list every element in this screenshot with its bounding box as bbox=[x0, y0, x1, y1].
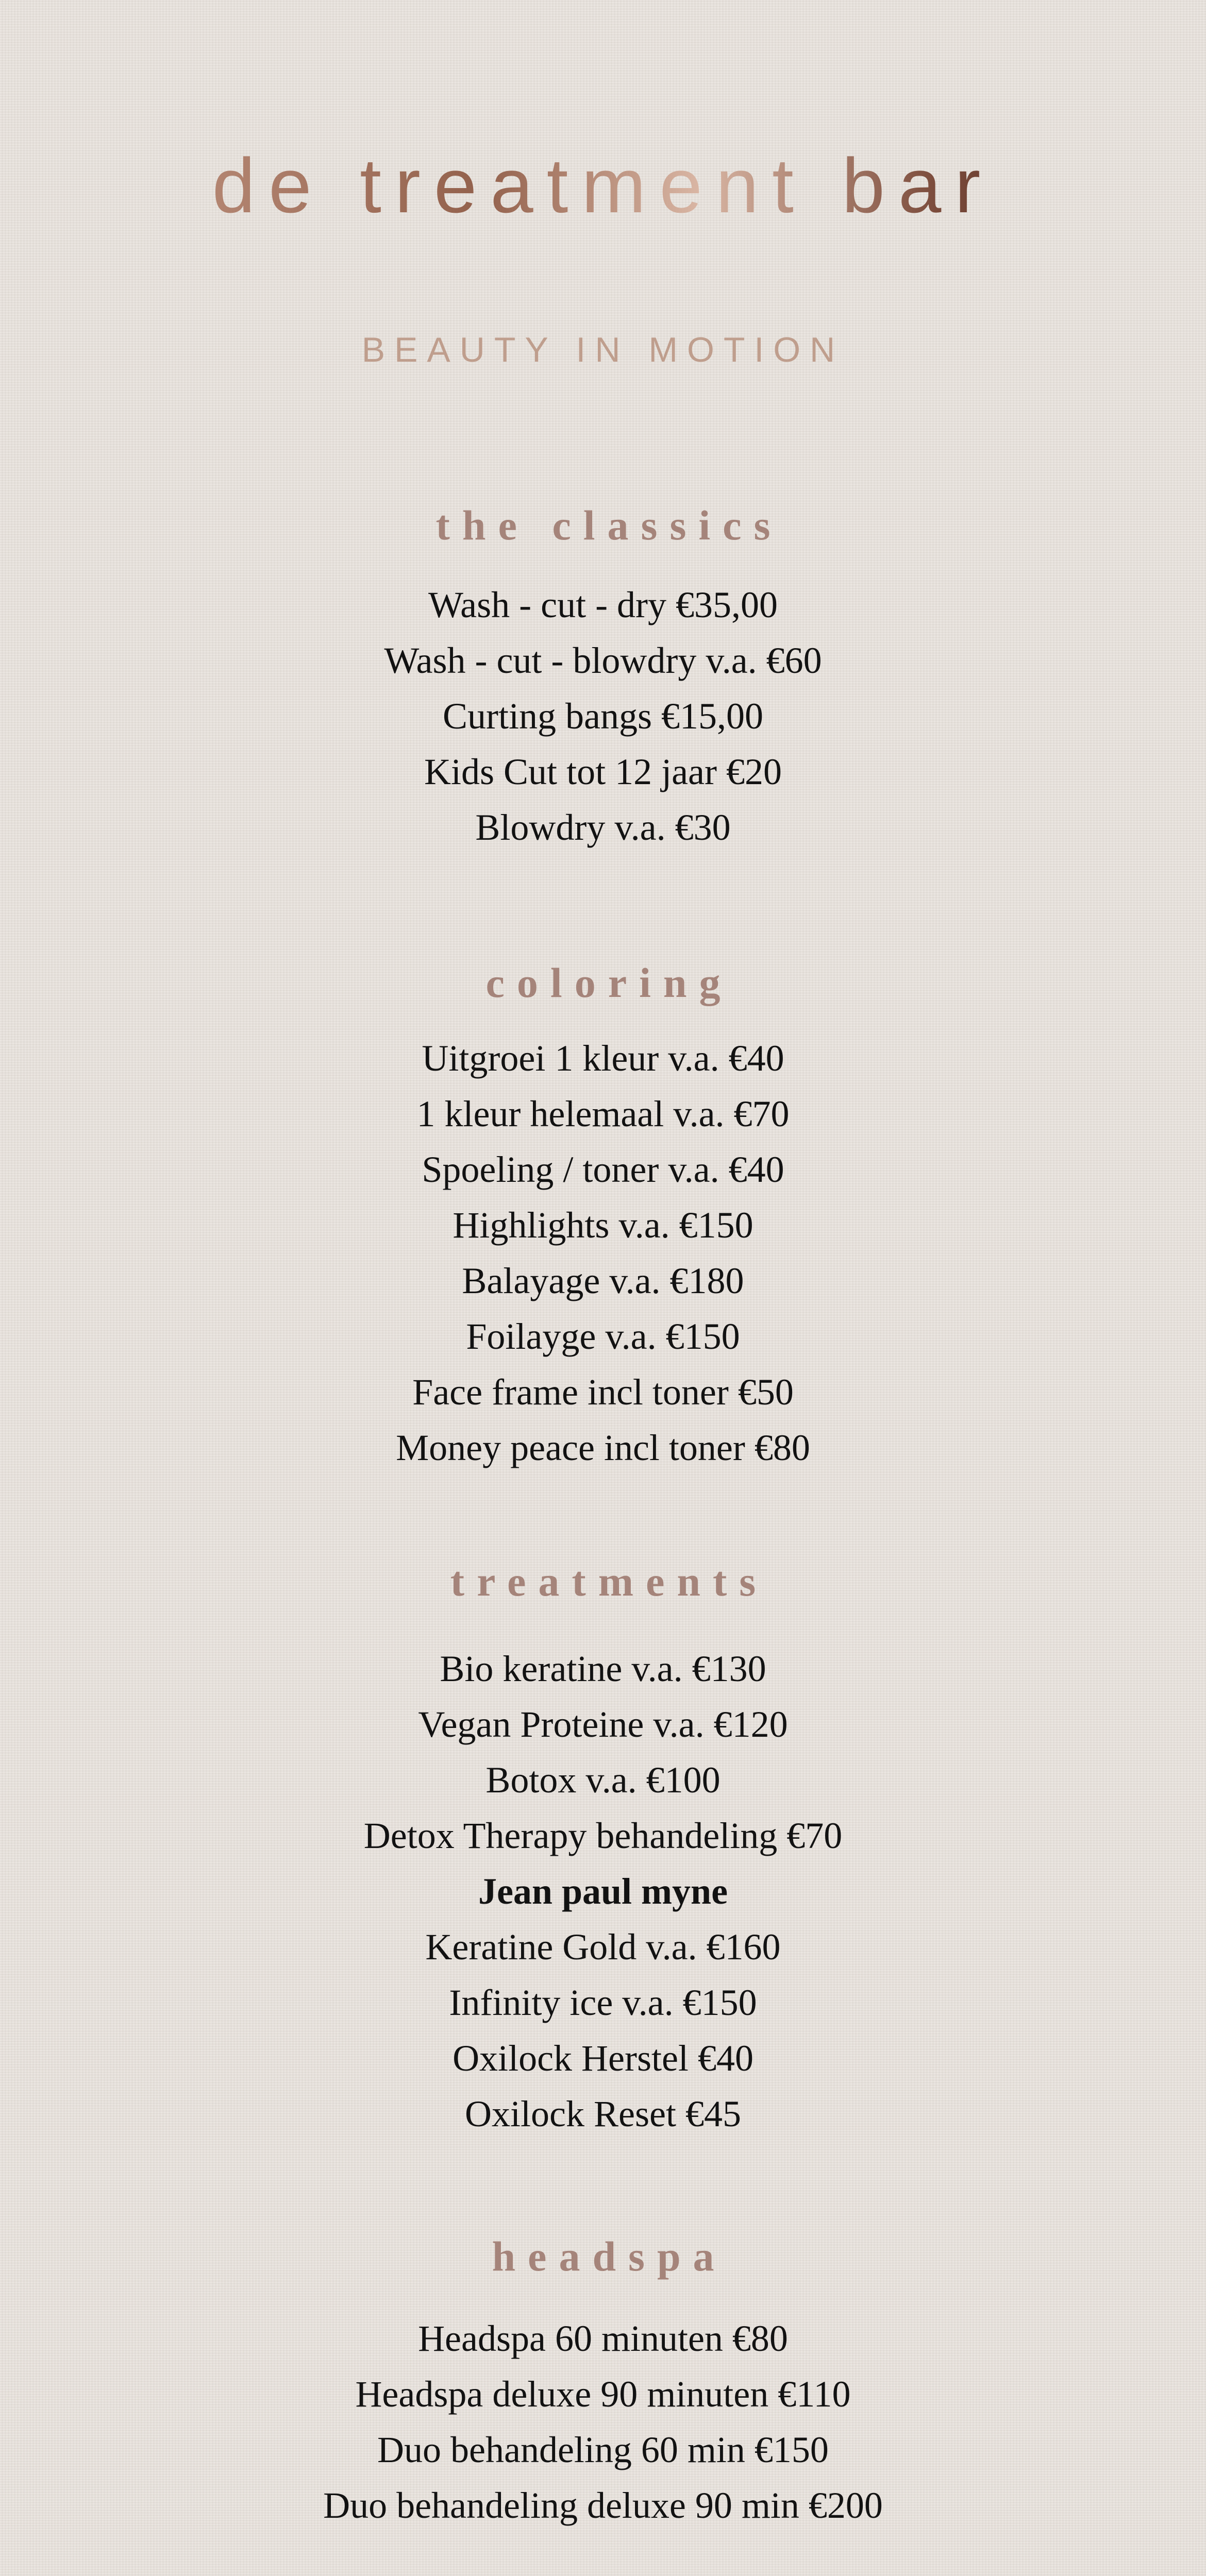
price-item: Headspa deluxe 90 minuten €110 bbox=[355, 2374, 851, 2415]
price-item: Kids Cut tot 12 jaar €20 bbox=[424, 751, 782, 792]
brand-logo: de treatment bar bbox=[0, 129, 1206, 242]
price-item: Wash - cut - blowdry v.a. €60 bbox=[384, 640, 822, 681]
price-item: Wash - cut - dry €35,00 bbox=[428, 584, 778, 625]
price-item: 1 kleur helemaal v.a. €70 bbox=[416, 1093, 790, 1134]
price-item: Spoeling / toner v.a. €40 bbox=[422, 1149, 784, 1190]
section-coloring bbox=[0, 957, 1206, 1476]
brand-subheading: Jean paul myne bbox=[478, 1871, 728, 1912]
price-item: Keratine Gold v.a. €160 bbox=[425, 1926, 781, 1968]
section-title-headspa: headspa bbox=[492, 2233, 727, 2280]
price-item: Highlights v.a. €150 bbox=[453, 1205, 753, 1246]
price-item: Duo behandeling deluxe 90 min €200 bbox=[323, 2485, 883, 2526]
price-item: Bio keratine v.a. €130 bbox=[440, 1648, 766, 1689]
price-item: Oxilock Herstel €40 bbox=[453, 2038, 753, 2079]
price-item: Blowdry v.a. €30 bbox=[475, 807, 731, 848]
price-item: Detox Therapy behandeling €70 bbox=[363, 1815, 843, 1856]
price-item: Curting bangs €15,00 bbox=[443, 696, 763, 737]
price-list-coloring bbox=[0, 1030, 1206, 1476]
section-classics bbox=[0, 500, 1206, 855]
price-list-classics bbox=[0, 577, 1206, 855]
price-item: Duo behandeling 60 min €150 bbox=[377, 2429, 829, 2470]
section-title-coloring: coloring bbox=[485, 959, 733, 1006]
brand-tagline: BEAUTY IN MOTION bbox=[361, 330, 845, 369]
price-item: Infinity ice v.a. €150 bbox=[449, 1982, 757, 2023]
price-item: Headspa 60 minuten €80 bbox=[418, 2318, 788, 2359]
section-title-classics: the classics bbox=[435, 502, 783, 549]
price-item: Face frame incl toner €50 bbox=[412, 1371, 794, 1413]
price-list-headspa bbox=[0, 2311, 1206, 2533]
price-item: Foilayge v.a. €150 bbox=[466, 1316, 740, 1357]
price-list-treatments bbox=[0, 1641, 1206, 2142]
section-headspa bbox=[0, 2231, 1206, 2533]
price-item: Money peace incl toner €80 bbox=[396, 1427, 810, 1468]
price-item: Vegan Proteine v.a. €120 bbox=[418, 1704, 788, 1745]
price-item: Uitgroei 1 kleur v.a. €40 bbox=[422, 1038, 784, 1079]
section-title-treatments: treatments bbox=[450, 1558, 768, 1605]
price-item: Oxilock Reset €45 bbox=[465, 2093, 741, 2134]
price-item: Botox v.a. €100 bbox=[485, 1759, 721, 1801]
price-item: Balayage v.a. €180 bbox=[462, 1260, 744, 1301]
section-treatments bbox=[0, 1556, 1206, 2142]
